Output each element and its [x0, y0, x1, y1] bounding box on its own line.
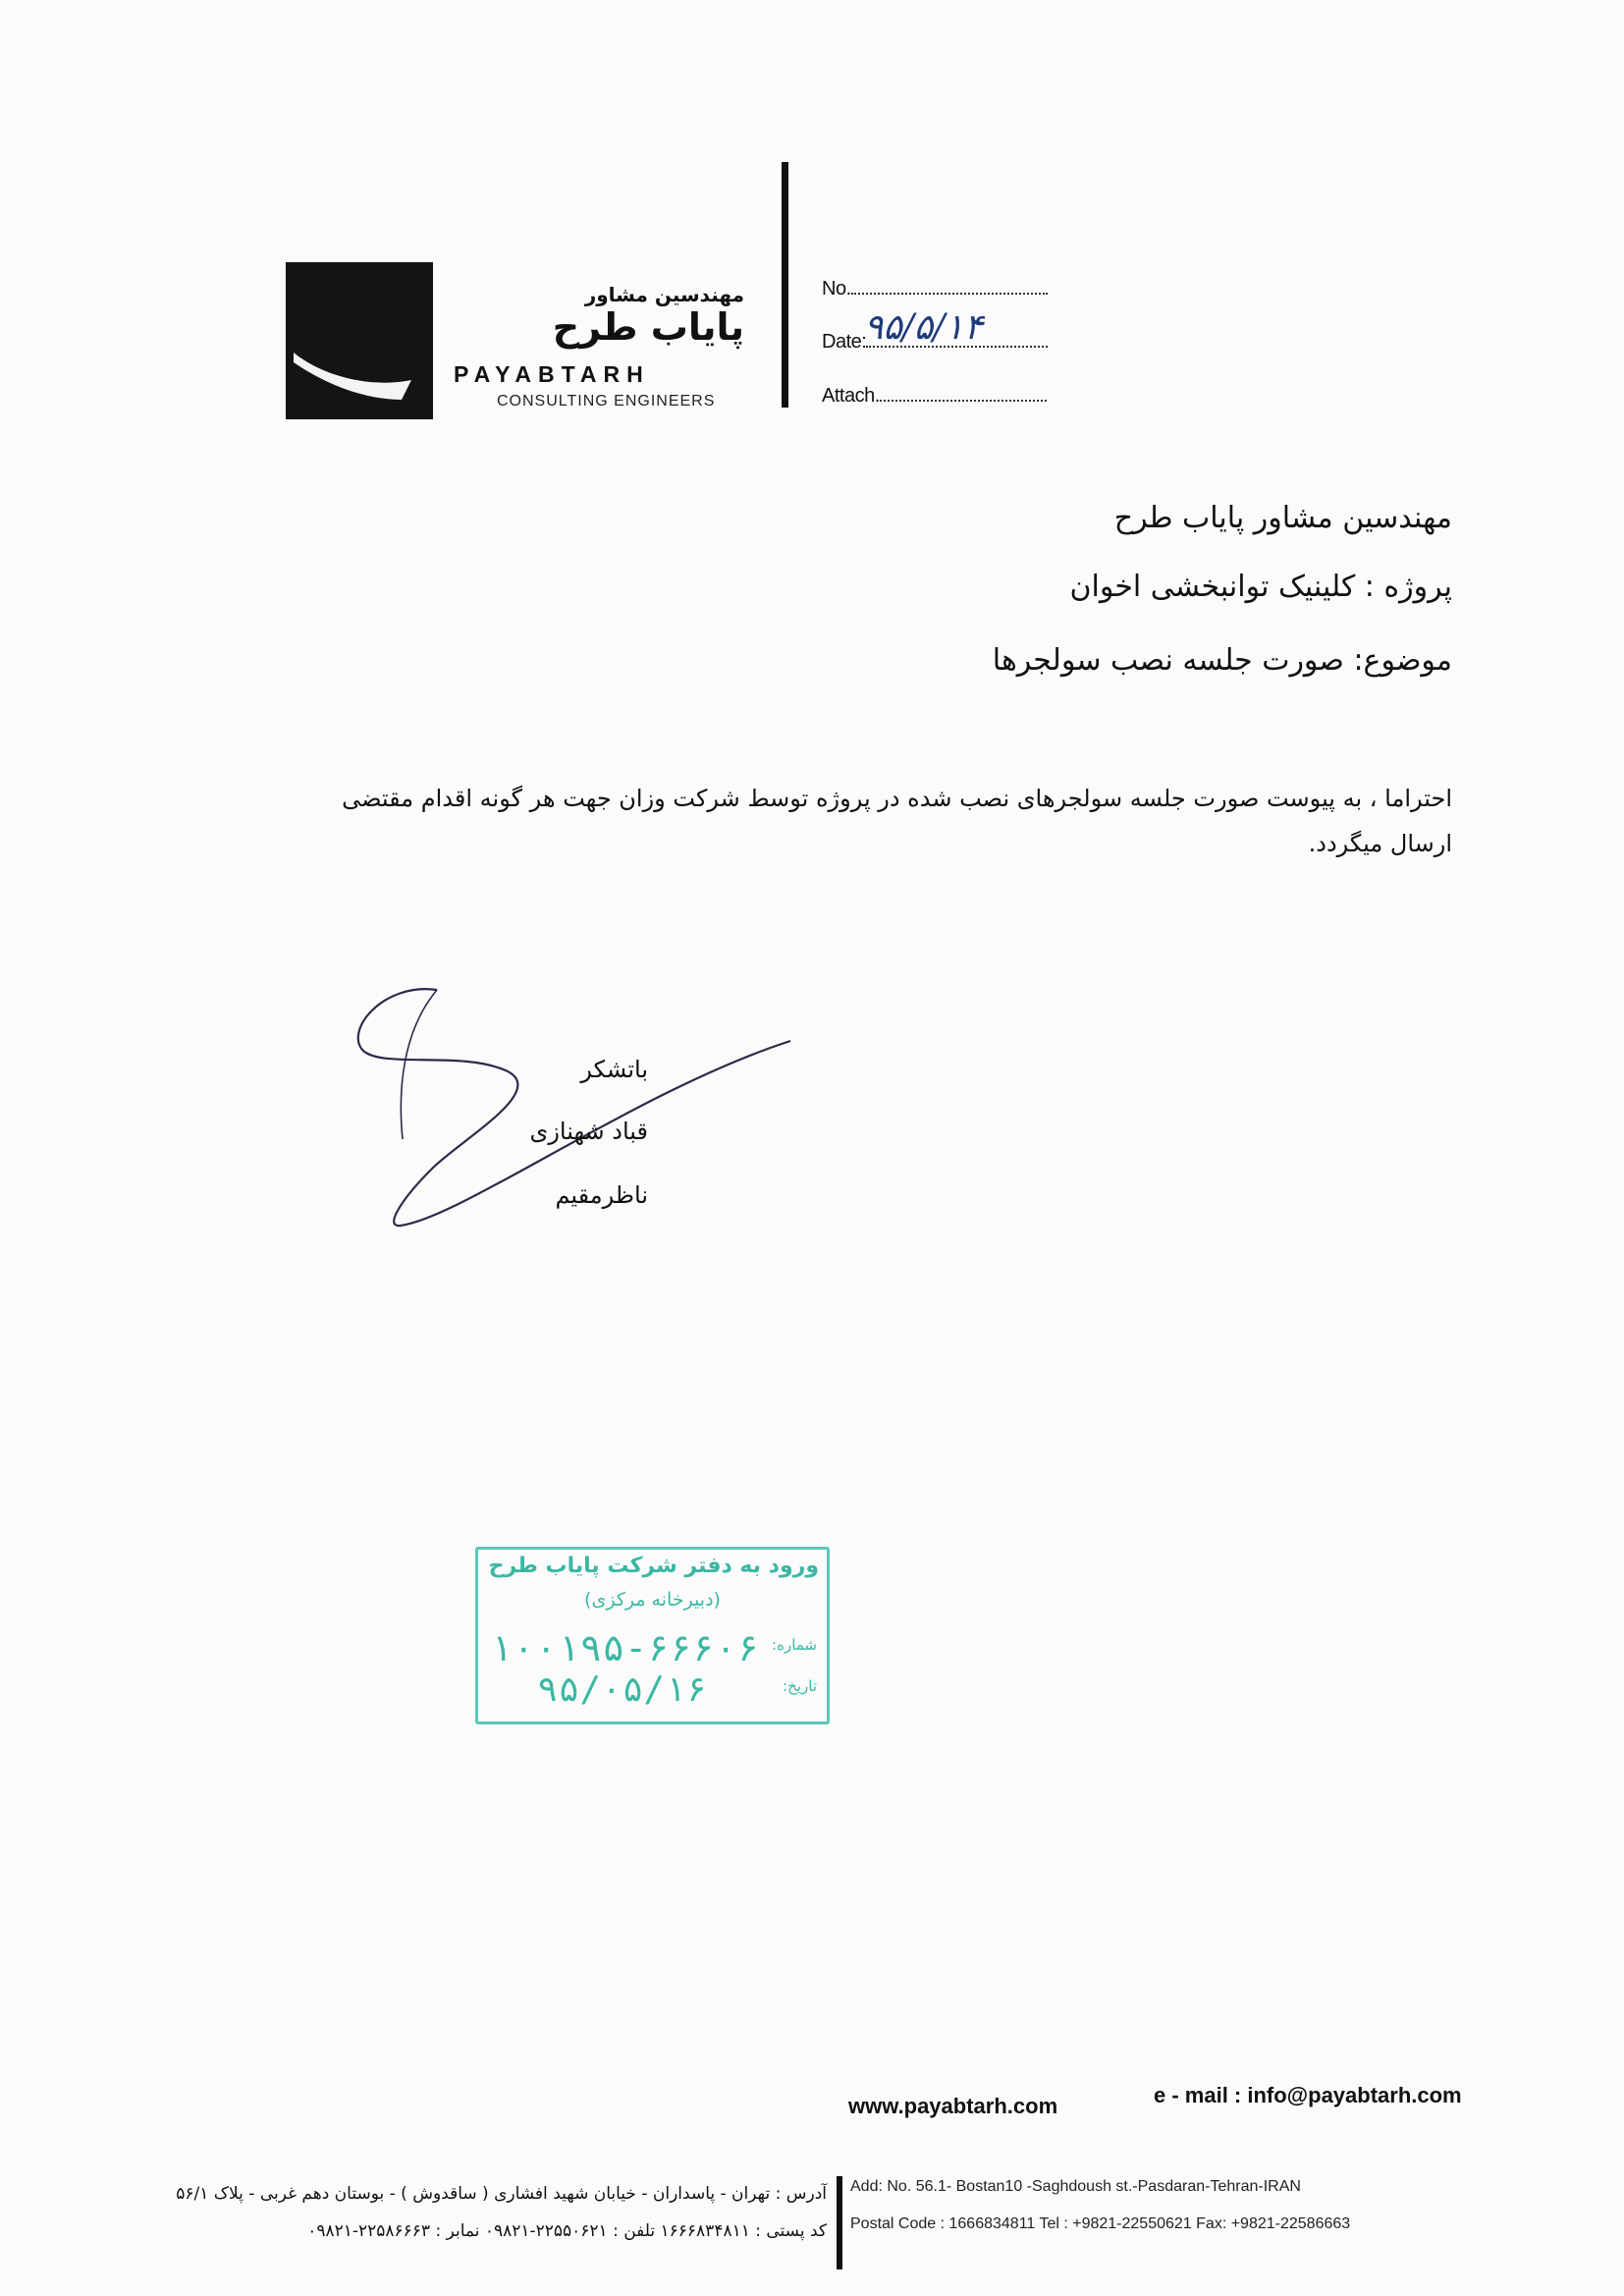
brand-subtitle: CONSULTING ENGINEERS	[497, 393, 716, 410]
footer-contact-fa: کد پستی : ۱۶۶۶۸۳۴۸۱۱ تلفن : ۲۲۵۵۰۶۲۱-۰۹۸۲۱ نمابر : ۲۲۵۸۶۶۶۳-۰۹۸۲۱	[307, 2221, 827, 2241]
footer-divider	[837, 2176, 842, 2269]
handwritten-date: ۹۵/۵/۱۴	[864, 307, 983, 348]
footer-address-fa: آدرس : تهران - پاسداران - خیابان شهید افشاری ( ساقدوش ) - بوستان دهم غربی - پلاک ۵۶/۱	[176, 2184, 827, 2204]
signer-name: قباد شهنازی	[529, 1118, 648, 1145]
project-line: پروژه : کلینیک توانبخشی اخوان	[1069, 570, 1452, 604]
footer-email: e - mail : info@payabtarh.com	[1154, 2083, 1462, 2107]
attach-dots	[880, 386, 1047, 402]
footer-website: www.payabtarh.com	[848, 2094, 1058, 2118]
stamp-number-value: ۱۰۰۱۹۵-۶۶۶۰۶	[490, 1626, 760, 1669]
attach-label: Attach.	[822, 385, 880, 407]
footer-contact-en: Postal Code : 1666834811 Tel : +9821-22550621 Fax: +9821-22586663	[850, 2215, 1351, 2232]
brand-name-fa-small: مهندسین مشاور	[584, 283, 744, 306]
subject-line: موضوع: صورت جلسه نصب سولجرها	[992, 643, 1452, 678]
stamp-date-label: تاریخ:	[783, 1677, 817, 1695]
recipient-line: مهندسین مشاور پایاب طرح	[1113, 501, 1452, 535]
logo-mark-icon	[286, 262, 433, 419]
brand-name-fa: پایاب طرح	[552, 305, 744, 349]
number-label: No.	[822, 278, 851, 300]
stamp-number-label: شماره:	[772, 1636, 817, 1654]
brand-name-en: PAYABTARH	[454, 361, 650, 387]
footer-address-en: Add: No. 56.1- Bostan10 -Saghdoush st.-Pasdaran-Tehran-IRAN	[850, 2178, 1301, 2195]
date-label: Date:	[822, 331, 867, 353]
number-field	[822, 278, 1048, 301]
stamp-title: ورود به دفتر شرکت پایاب طرح	[488, 1554, 819, 1578]
company-logo	[286, 262, 433, 419]
signer-role: ناظرمقیم	[555, 1181, 648, 1209]
stamp-subtitle: (دبیرخانه مرکزی)	[584, 1589, 721, 1611]
closing-thanks: باتشکر	[580, 1056, 648, 1083]
letter-paragraph: احتراما ، به پیوست صورت جلسه سولجرهای نصب شده در پروژه توسط شرکت وزان جهت هر گونه اقدام مقتضی ارسال میگردد.	[342, 785, 1452, 857]
stamp-date-value: ۹۵/۰۵/۱۶	[537, 1669, 708, 1710]
receipt-stamp	[475, 1547, 830, 1724]
number-dots	[851, 279, 1048, 295]
header-divider	[782, 162, 788, 408]
attach-field	[822, 385, 1047, 408]
